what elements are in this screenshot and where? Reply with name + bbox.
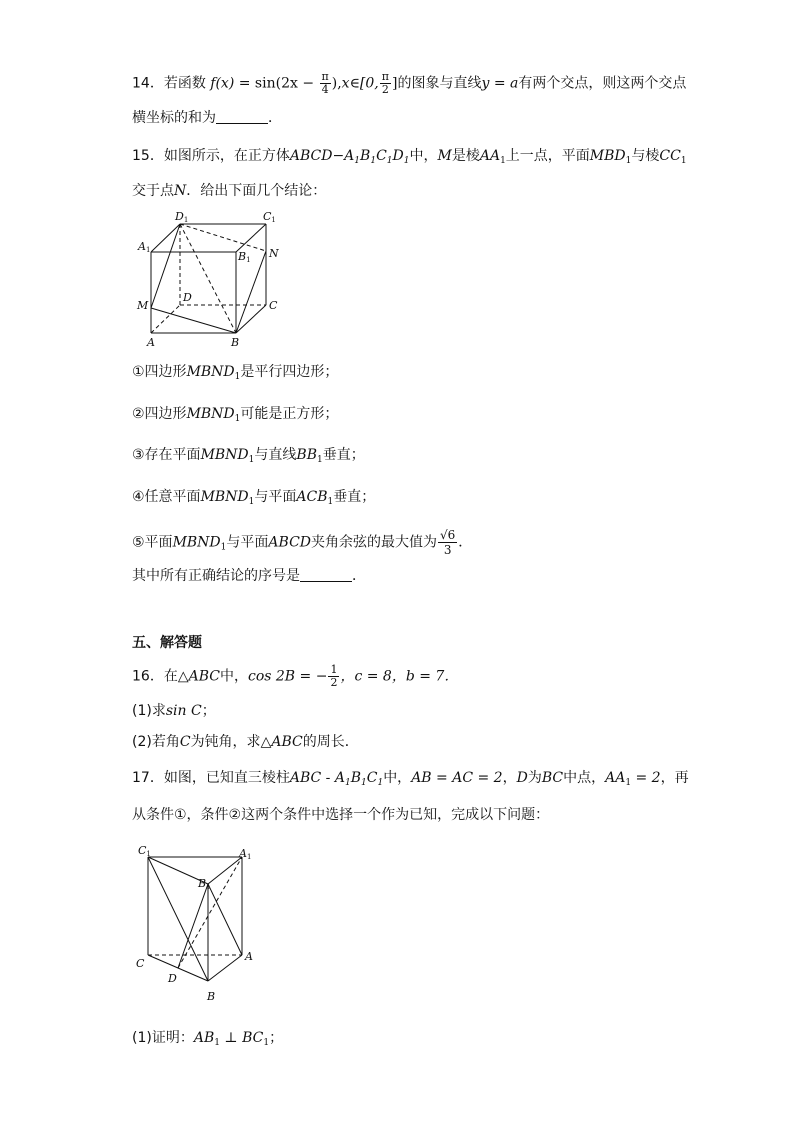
q14-text: 若函数 [163, 75, 206, 92]
opt3-a: ③存在平面 [132, 447, 201, 463]
opt3-m: MBND [200, 447, 249, 463]
q17-BC: BC [541, 770, 564, 786]
q14-line2-text: 横坐标的和为 [132, 110, 216, 126]
q14-pi: π [321, 70, 329, 83]
q15-s1: 1 [354, 156, 361, 166]
q15-s4: 1 [403, 156, 410, 166]
q14-four: 4 [321, 83, 329, 96]
q16-two: 2 [330, 676, 338, 689]
q15-option-4 [132, 487, 375, 512]
opt2-a: ②四边形 [132, 406, 187, 422]
q16-line1 [132, 664, 458, 689]
q17-zhong: 中， [383, 770, 412, 786]
q15-MBD: MBD [589, 148, 626, 164]
q15-line1 [132, 146, 687, 171]
q14-pi-over-4 [320, 71, 331, 96]
q17-bc1-sub: 1 [263, 1038, 270, 1048]
q15-text3: 与棱 [631, 148, 660, 164]
label-C-prism: C [136, 957, 145, 970]
q15-option-1 [132, 362, 338, 387]
q16-p2a: (2)若角 [132, 734, 180, 750]
q17-line2 [132, 805, 549, 825]
label-C1-prism: C1 [138, 844, 151, 858]
q17-mid: 中点， [563, 770, 606, 786]
q16-num: 16．在 [132, 668, 178, 685]
opt4-b: 与平面 [254, 489, 297, 505]
q17-a: A [334, 770, 345, 786]
q17-sc: 1 [377, 778, 384, 788]
q15-cube: ABCD [289, 148, 333, 164]
label-C1: C1 [263, 210, 276, 224]
q14-fx: f(x) [210, 75, 235, 92]
q15-s2: 1 [370, 156, 377, 166]
opt5-b: 与平面 [226, 534, 269, 551]
q17-sa: 1 [344, 778, 351, 788]
q15-CC-sub: 1 [680, 156, 687, 166]
q14-text2: 的图象与直线 [397, 75, 482, 92]
q15-dash: − [332, 148, 345, 164]
opt4-a: ④任意平面 [132, 489, 201, 505]
q15-line2 [132, 181, 326, 201]
opt1-a: ①四边形 [132, 364, 187, 380]
q17-D: D [516, 770, 528, 786]
q15-c2b: B [360, 148, 371, 164]
opt5-sqrt6: √6 [440, 528, 456, 542]
q15-AA: AA [479, 148, 501, 164]
q15-s3: 1 [386, 156, 393, 166]
q16-C: C [179, 734, 191, 750]
q16-part1 [132, 701, 216, 721]
q15-option-3 [132, 445, 365, 470]
q15-option-5 [132, 528, 472, 558]
q17-prism: ABC [289, 770, 322, 786]
q17-ab: AB = AC = 2 [411, 770, 503, 786]
q16-p2b: 为钝角，求 [190, 734, 261, 750]
q15-ask [132, 566, 366, 586]
q16-one: 1 [330, 663, 338, 676]
opt4-acb-sub: 1 [327, 497, 334, 507]
q14-xin: x∈[0, [341, 75, 379, 92]
q17-prism2 [335, 770, 383, 786]
label-N: N [269, 247, 279, 260]
label-B-prism: B [207, 990, 216, 1003]
opt2-b: 可能是正方形； [240, 406, 339, 422]
q14-text3: 有两个交点，则这两个交点 [518, 75, 687, 92]
q15-AA-sub: 1 [500, 156, 506, 166]
opt1-sub: 1 [234, 372, 241, 382]
label-D-prism: D [168, 972, 177, 985]
q17-part1 [132, 1028, 283, 1053]
opt5-dot: ． [458, 534, 473, 551]
q16-cb: ，c = 8，b = 7． [340, 668, 459, 685]
opt5-m: MBND [172, 534, 221, 551]
opt3-b: 与直线 [254, 447, 297, 463]
opt4-acb: ACB [296, 489, 328, 505]
q15-cube2 [344, 148, 409, 164]
opt3-c: 垂直； [322, 447, 365, 463]
opt5-sub: 1 [220, 542, 227, 553]
opt3-sub: 1 [248, 455, 255, 465]
q17-aa-sub: 1 [625, 778, 632, 788]
q16-zhong: 中， [219, 668, 248, 685]
q15-c2d: D [392, 148, 404, 164]
q17-aa: AA [605, 770, 626, 786]
q17-line2-text: 从条件①，条件②这两个条件中选择一个作为已知，完成以下问题： [132, 807, 550, 823]
prism-figure [132, 840, 272, 1008]
label-D1: D1 [175, 210, 189, 224]
q16-p1end: ； [201, 703, 216, 719]
q15-M: M [437, 148, 452, 164]
q16-abc2: ABC [271, 734, 303, 750]
opt5-fraction [438, 528, 457, 557]
q17-bc1: BC [242, 1030, 264, 1046]
opt3-bb: BB [296, 447, 317, 463]
section-heading: 五、解答题 [132, 635, 202, 651]
q15-ask-text: 其中所有正确结论的序号是 [132, 568, 300, 584]
q16-p2c: 的周长． [302, 734, 359, 750]
label-A1: A1 [138, 240, 151, 254]
q14-eq: = sin(2x − [234, 75, 319, 92]
q14-two: 2 [381, 83, 389, 96]
opt5-a: ⑤平面 [132, 534, 173, 551]
opt5-three: 3 [443, 543, 452, 557]
opt4-sub: 1 [248, 497, 255, 507]
opt4-c: 垂直； [333, 489, 376, 505]
opt2-sub: 1 [234, 414, 241, 424]
q15-option-2 [132, 404, 338, 429]
q17-b: B [350, 770, 361, 786]
opt5-abcd: ABCD [268, 534, 312, 551]
q16-cos: cos 2B = − [247, 668, 328, 685]
q15-zhong: 中， [409, 148, 438, 164]
answer-blank [216, 109, 268, 124]
q16-sinc: sin C [165, 703, 202, 719]
q15-line2a: 交于点 [132, 183, 174, 199]
q14-ya: y = a [481, 75, 519, 92]
q15-CC: CC [659, 148, 681, 164]
q16-part2 [132, 732, 359, 752]
opt3-bb-sub: 1 [316, 455, 323, 465]
label-B1: B1 [238, 250, 251, 264]
q17-aav: = 2 [631, 770, 661, 786]
q16-abc: ABC [188, 668, 220, 685]
q17-line1 [132, 768, 689, 793]
q14-number: 14． [132, 75, 164, 92]
q14-period: ． [268, 110, 282, 126]
q14-pi-2: π [381, 70, 389, 83]
label-A-prism: A [245, 950, 253, 963]
q14-line1 [132, 71, 686, 96]
q16-p1: (1)求 [132, 703, 166, 719]
q17-p1: (1)证明： [132, 1030, 194, 1046]
q17-p1end: ； [269, 1030, 284, 1046]
opt1-b: 是平行四边形； [240, 364, 339, 380]
q17-ab1-sub: 1 [214, 1038, 220, 1048]
cube-figure [132, 208, 292, 350]
q15-text2: 上一点，平面 [505, 148, 590, 164]
q15-c2a: A [344, 148, 355, 164]
opt5-c: 夹角余弦的最大值为 [311, 534, 438, 551]
q15-N: N [174, 183, 187, 199]
opt4-m: MBND [200, 489, 249, 505]
opt2-m: MBND [186, 406, 235, 422]
q17-dash: - [321, 770, 335, 786]
q16-half [328, 664, 339, 689]
label-B1-prism: B1 [198, 877, 211, 891]
q17-c: C [366, 770, 378, 786]
opt1-m: MBND [186, 364, 235, 380]
q17-perp: ⊥ [219, 1030, 243, 1046]
q14-pi-over-2 [380, 71, 391, 96]
q17-sb: 1 [361, 778, 367, 788]
q15-MBD-sub: 1 [625, 156, 632, 166]
q14-line2 [132, 108, 282, 128]
answer-blank-15 [300, 567, 352, 582]
q17-ab1: AB [193, 1030, 215, 1046]
q14-end: ] [391, 75, 398, 92]
q17-num: 17．如图，已知直三棱柱 [132, 770, 290, 786]
q16-tri2: △ [260, 734, 272, 750]
label-B: B [231, 336, 240, 349]
label-M: M [137, 299, 149, 312]
q17-zai: ，再 [660, 770, 689, 786]
label-A1-prism: A1 [239, 847, 252, 861]
q15-askend: ． [352, 568, 366, 584]
q14-close: ), [331, 75, 342, 92]
q15-text1: 是棱 [451, 148, 480, 164]
label-D: D [183, 291, 192, 304]
label-C: C [269, 299, 278, 312]
q15-number: 15．如图所示，在正方体 [132, 148, 290, 164]
q17-comma: ， [502, 770, 517, 786]
label-A: A [147, 336, 155, 349]
q15-c2c: C [376, 148, 387, 164]
q16-tri: △ [177, 668, 189, 685]
q15-line2b: ．给出下面几个结论： [186, 183, 327, 199]
q17-wei: 为 [527, 770, 542, 786]
